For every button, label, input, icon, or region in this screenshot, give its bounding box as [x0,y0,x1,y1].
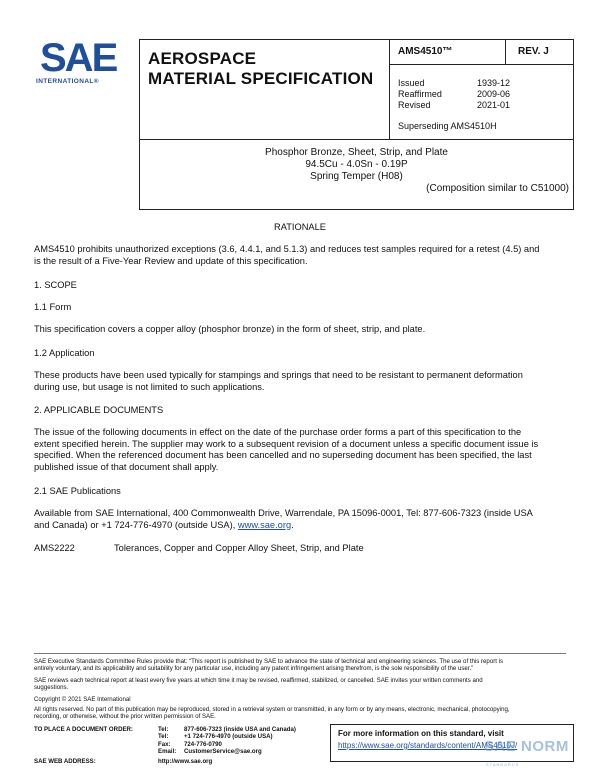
text-line: Available from SAE International, 400 Commonwealth Drive, Warrendale, PA 15096-0001, Tel: 877-606-7323 (inside USA [34,508,533,518]
text-line: AMS4510 prohibits unauthorized exceptions (3.6, 4.4.1, and 5.1.3) and reduces test samples required for a retest (4.5) and [34,244,540,254]
title-line-2: MATERIAL SPECIFICATION [148,69,374,88]
composition-note: (Composition similar to C51000) [426,183,569,194]
date-table [398,78,510,111]
text-line: entirely voluntary, and its applicability and suitability for any particular use, including any patent infringement arising therefrom, is the sole responsibility of the user.” [34,665,474,673]
text-segment: . [291,519,294,530]
section-1-heading: 1. SCOPE [34,280,77,290]
fax-value: 724-776-0790 [184,740,222,748]
web-label: SAE WEB ADDRESS: [34,758,96,765]
text-line: is the result of a Five-Year Review and update of this specification. [34,255,308,266]
rights-text [34,706,566,721]
rationale-text [34,244,566,267]
email-label: Email: [158,748,177,756]
issued-row [398,78,510,89]
text-line: SAE Executive Standards Committee Rules provide that: “This report is published by SAE to advance the state of technical and engineering sciences. The use of this report is [34,658,504,665]
logo-letters: SAE [40,36,117,80]
reaffirmed-label: Reaffirmed [398,89,442,99]
fax-label: Fax: [158,740,171,748]
section-1-2-heading: 1.2 Application [34,348,95,358]
section-2-heading: 2. APPLICABLE DOCUMENTS [34,405,164,415]
sae-logo [36,38,122,86]
section-1-1-heading: 1.1 Form [34,302,72,312]
section-2-1-heading: 2.1 SAE Publications [34,486,121,496]
logo-subtitle: INTERNATIONAL® [36,78,99,85]
order-label: TO PLACE A DOCUMENT ORDER: [34,726,133,733]
document-number: AMS4510™ [398,46,453,57]
more-info-title: For more information on this standard, visit [338,729,504,738]
standard-link[interactable]: https://www.sae.org/standards/content/AMS4510J/ [338,741,518,750]
issued-label: Issued [398,78,425,88]
footer-review-text [34,677,566,692]
document-type-title [148,49,373,89]
reaffirmed-date: 2009-06 [476,89,510,99]
tel-label: Tel: [158,726,169,733]
revised-row [398,100,510,111]
revised-label: Revised [398,100,431,110]
subject-line: Spring Temper (H08) [310,171,403,182]
watermark-sub: STANDARDS [486,762,520,767]
subject-line: Phosphor Bronze, Sheet, Strip, and Plate [265,147,448,158]
contact-labels [158,726,176,756]
section-2-1-text [34,508,566,531]
copyright: Copyright © 2021 SAE International [34,696,131,703]
superseding-note: Superseding AMS4510H [398,121,497,131]
tel-value: 877-606-7323 (inside USA and Canada) [184,726,296,733]
section-1-2-text [34,370,566,393]
revision-label: REV. J [518,46,549,57]
email-value: CustomerService@sae.org [184,748,262,756]
text-line: SAE reviews each technical report at least every five years at which time it may be revised, reaffirmed, stabilized, or cancelled. SAE invites your written comments and [34,677,483,684]
sae-website-link[interactable]: www.sae.org [237,519,292,530]
reaffirmed-row [398,89,510,100]
header-divider [505,39,506,64]
header-divider [389,39,390,139]
issued-date: 1939-12 [476,78,510,88]
section-2-text [34,427,566,473]
text-line: during use, but usage is not limited to such applications. [34,381,265,392]
text-line: recording, or otherwise, without the prior written permission of SAE. [34,713,216,721]
text-line: The issue of the following documents in effect on the date of the purchase order forms a part of this specification to the [34,427,522,437]
reference-code: AMS2222 [34,543,75,553]
header-divider [139,139,574,140]
rationale-heading: RATIONALE [273,222,326,232]
title-line-1: AEROSPACE [148,49,257,68]
header-divider [389,64,574,65]
text-line: published issue of that document shall apply. [34,461,219,472]
section-1-1-text: This specification covers a copper alloy (phosphor bronze) in the form of sheet, strip, and plate. [34,324,426,334]
tel-label: Tel: [158,733,169,741]
text-line: specified. When the referenced document has been cancelled and no superseding document has been specified, the last [34,450,532,461]
subject-block [139,147,574,183]
web-address[interactable]: http://www.sae.org [158,758,213,765]
footer-rule [34,653,566,654]
watermark: SAE NORM [484,738,569,755]
subject-line: 94.5Cu - 4.0Sn - 0.19P [305,159,408,170]
reference-title: Tolerances, Copper and Copper Alloy Sheet, Strip, and Plate [114,543,364,553]
text-segment: and Canada) or +1 724-776-4970 (outside USA), [34,519,238,530]
revised-date: 2021-01 [476,100,510,110]
contact-values [184,726,296,756]
text-line: extent specified herein. The supplier may work to a subsequent revision of a document unless a specific document issue is [34,438,539,449]
text-line: These products have been used typically for stampings and springs that need to be resistant to permanent deformation [34,370,523,380]
tel-value: +1 724-776-4970 (outside USA) [184,733,273,741]
text-line: suggestions. [34,684,69,692]
text-line [34,520,566,532]
text-line: All rights reserved. No part of this publication may be reproduced, stored in a retrieval system or transmitted, in any form or by any means, electronic, mechanical, photocopying, [34,706,510,713]
footer-rules-text [34,658,566,673]
